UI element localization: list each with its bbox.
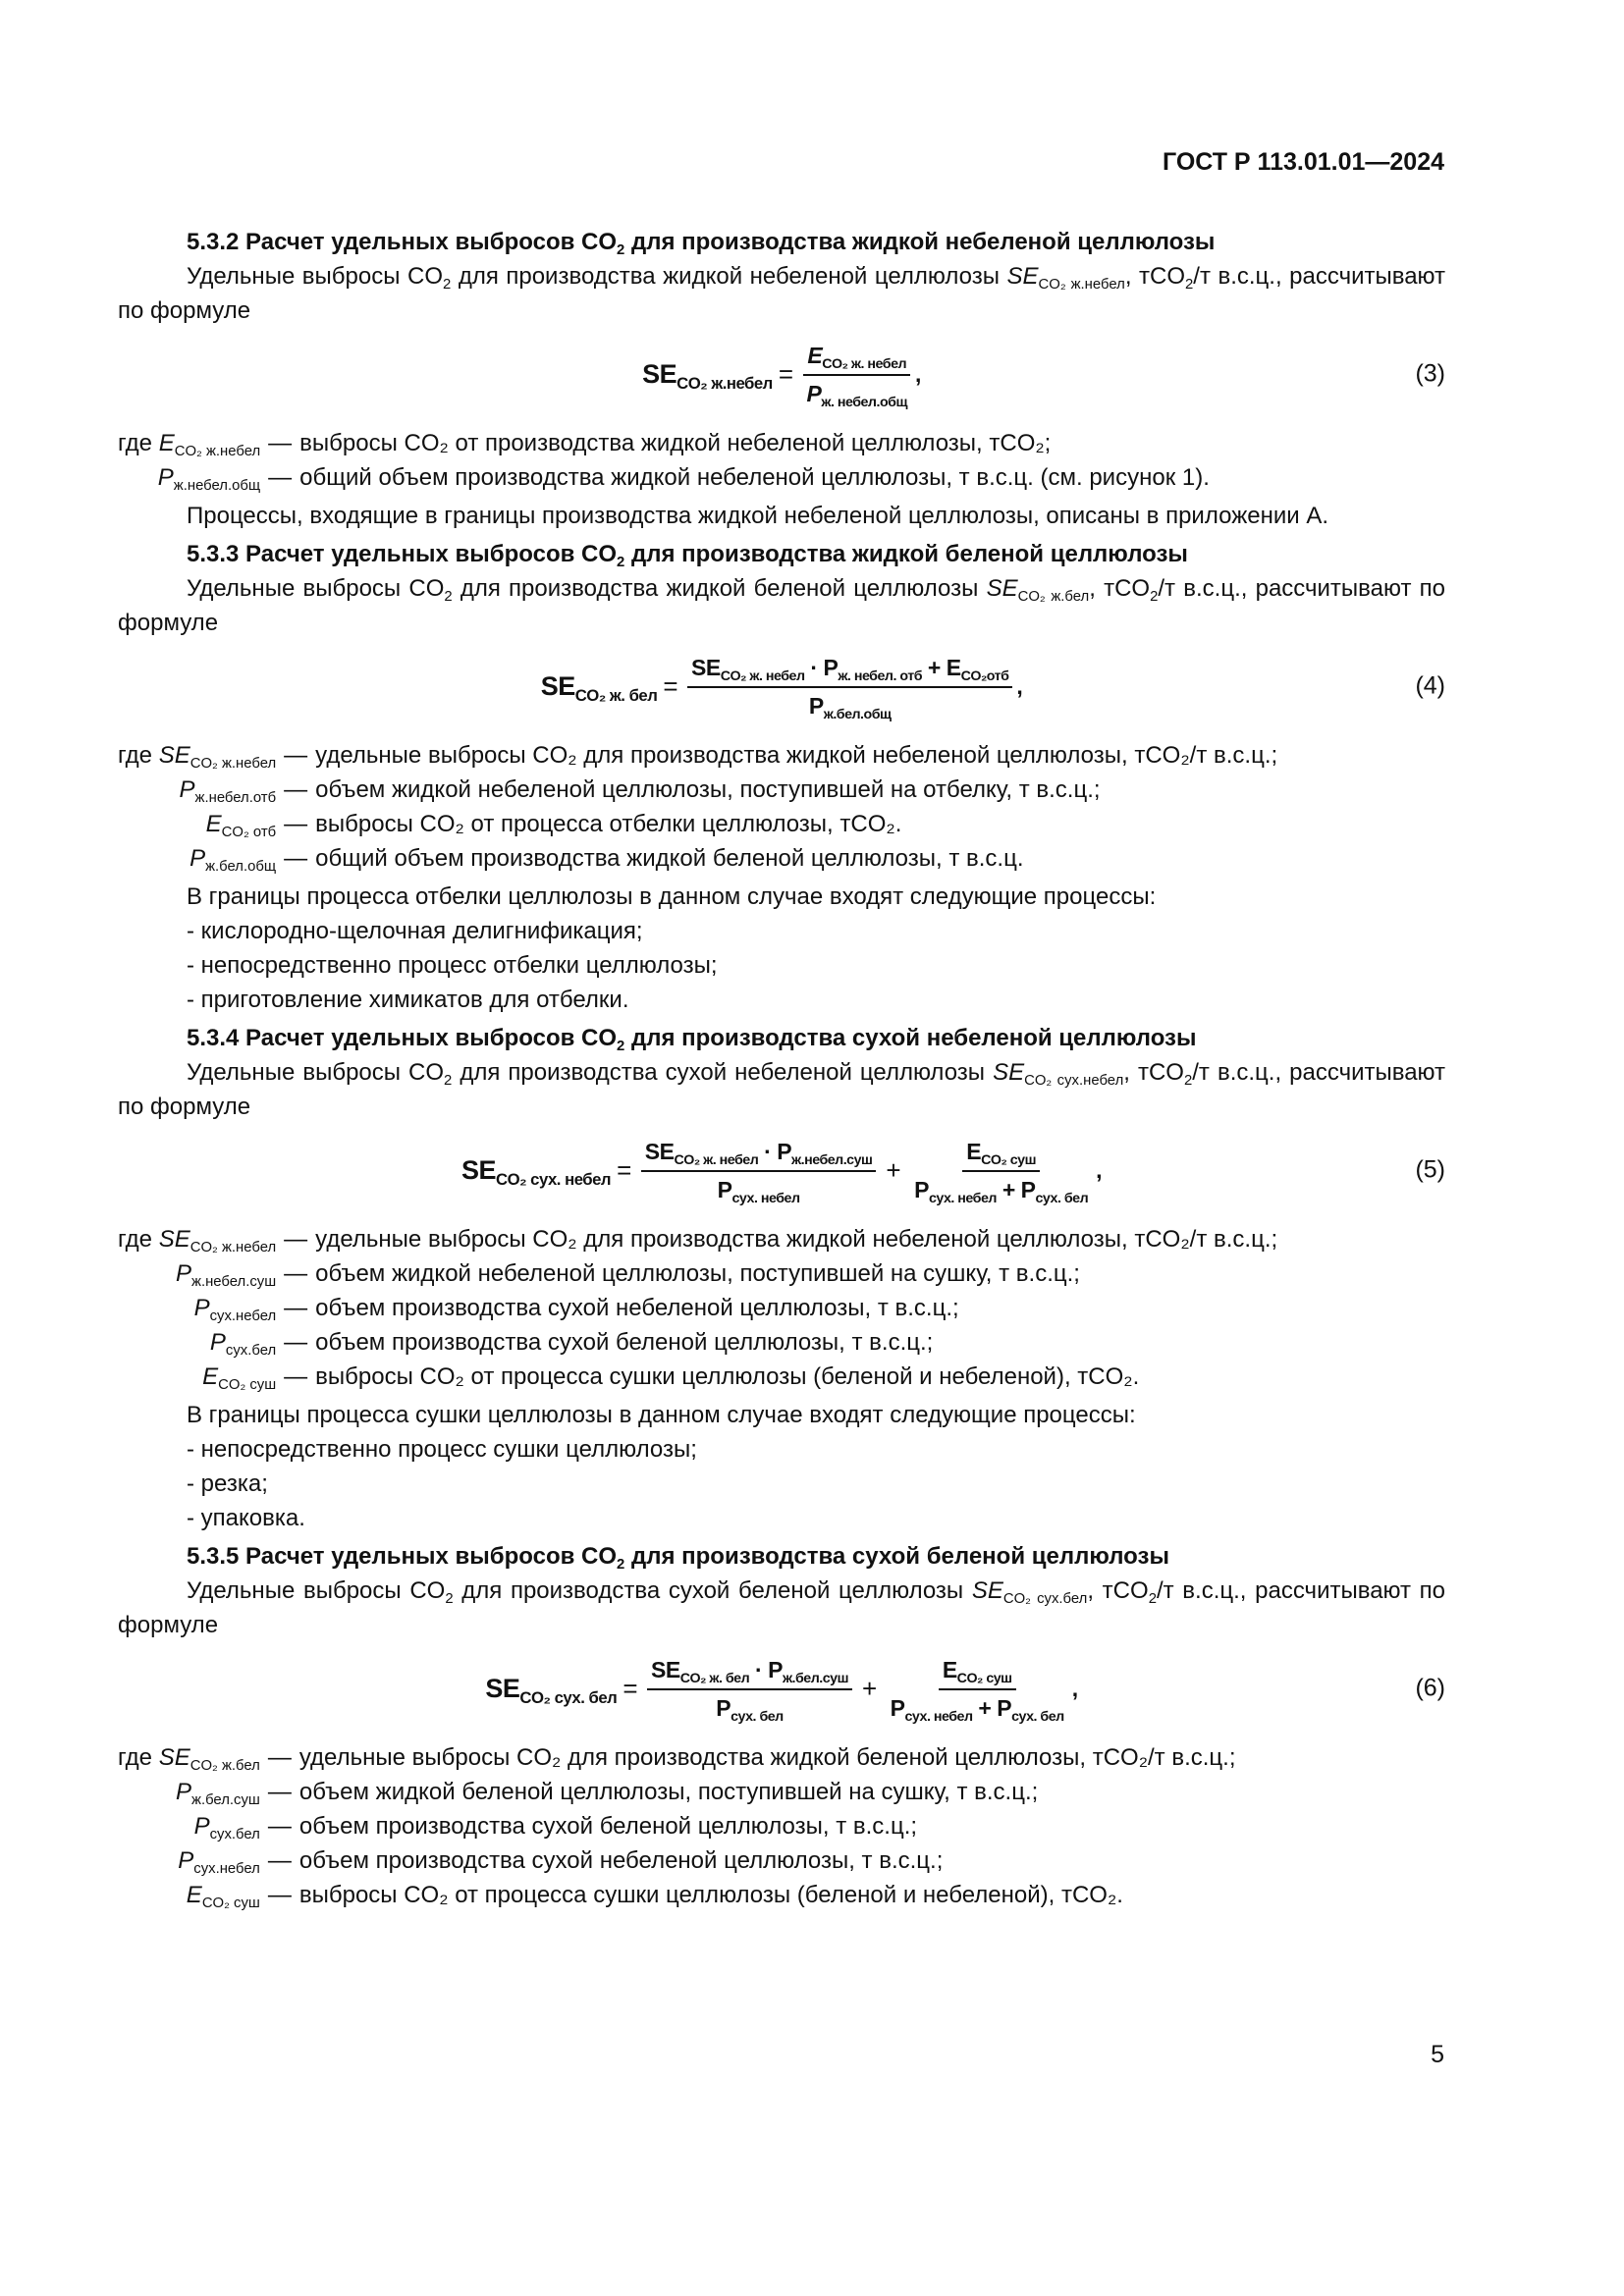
- symbol: P: [179, 776, 195, 803]
- definition-text: объем производства сухой небеленой целлюлозы, т в.с.ц.;: [298, 1847, 944, 1874]
- subscript: CO₂ ж.небел: [189, 1240, 277, 1256]
- subscript: 2: [1183, 1073, 1193, 1090]
- numerator: [803, 340, 910, 376]
- title-text: для производства жидкой небеленой целлюлозы: [624, 229, 1216, 255]
- subscript: 2: [443, 277, 452, 294]
- symbol: SE: [460, 1154, 496, 1185]
- section-title-5-3-4: [118, 1021, 1445, 1055]
- symbol: E: [158, 430, 175, 456]
- dash: —: [284, 811, 308, 837]
- definition-text: удельные выбросы CO₂ для производства жидкой небеленой целлюлозы, тCO₂/т в.с.ц.;: [315, 742, 1278, 769]
- dash: —: [267, 1779, 292, 1805]
- equation-number: (3): [1415, 359, 1445, 388]
- subscript: сух. небел: [731, 1190, 800, 1206]
- subscript: 2: [445, 1591, 454, 1608]
- text: , тCO: [1123, 1059, 1184, 1086]
- symbol: · P: [749, 1657, 783, 1682]
- text: Удельные выбросы CO: [187, 1059, 445, 1086]
- numerator: [687, 652, 1012, 688]
- symbol: P: [806, 381, 822, 406]
- definition-text: объем производства сухой беленой целлюлозы, т в.с.ц.;: [315, 1329, 934, 1356]
- denominator: [910, 1172, 1092, 1204]
- list-item: - приготовление химикатов для отбелки.: [187, 987, 629, 1013]
- trailing-comma: ,: [1071, 1675, 1078, 1701]
- subscript: 2: [444, 1073, 453, 1090]
- subscript: CO₂ ж.бел: [1017, 589, 1090, 606]
- trailing-comma: ,: [1096, 1156, 1103, 1183]
- dash: —: [284, 1226, 308, 1253]
- definition-symbol: [118, 1222, 284, 1256]
- definition-symbol: [118, 1878, 268, 1912]
- paragraph: [118, 571, 1445, 640]
- subscript: CO₂ сух. бел: [519, 1687, 618, 1707]
- symbol: P: [175, 1260, 191, 1287]
- definition-row: [118, 1809, 1236, 1843]
- subscript: CO₂ сух.небел: [1024, 1073, 1124, 1090]
- fraction: [647, 1654, 852, 1723]
- paragraph: [118, 1574, 1445, 1642]
- subscript: CO₂ суш: [201, 1896, 260, 1912]
- definition-row: [118, 1325, 1277, 1360]
- paragraph: [118, 1055, 1445, 1124]
- symbol: P: [209, 1329, 226, 1356]
- text: , тCO: [1089, 575, 1151, 602]
- symbol: SE: [993, 1059, 1025, 1086]
- text: /т в.с.ц., рассчитывают по формуле: [118, 1059, 1446, 1120]
- definition-symbol: [118, 1740, 268, 1775]
- symbol: + E: [922, 655, 961, 680]
- equation-number: (6): [1415, 1674, 1445, 1702]
- numerator: [641, 1136, 877, 1172]
- symbol: + P: [996, 1177, 1036, 1202]
- definition-row: [118, 1740, 1236, 1775]
- denominator: [803, 376, 911, 408]
- subscript: CO₂ ж.небел: [1038, 277, 1125, 294]
- subscript: 2: [617, 1557, 625, 1574]
- subscript: 2: [617, 242, 625, 259]
- trailing-comma: ,: [914, 360, 921, 387]
- title-text: для производства сухой беленой целлюлозы: [624, 1543, 1169, 1570]
- text: /т в.с.ц., рассчитывают по формуле: [118, 575, 1446, 636]
- definition-symbol: [118, 1809, 268, 1843]
- denominator: [805, 688, 895, 721]
- definition-symbol: [118, 1775, 268, 1809]
- list-item: - кислородно-щелочная делигнификация;: [187, 918, 643, 944]
- symbol: SE: [971, 1577, 1003, 1604]
- title-text: 5.3.2 Расчет удельных выбросов CO: [187, 229, 618, 255]
- symbol: E: [202, 1363, 219, 1390]
- symbol: P: [175, 1779, 191, 1805]
- symbol: E: [205, 811, 222, 837]
- subscript: CO₂ суш: [981, 1151, 1036, 1168]
- definition-row: [118, 1291, 1277, 1325]
- subscript: 2: [1185, 277, 1194, 294]
- symbol: SE: [691, 655, 721, 680]
- paragraph: В границы процесса сушки целлюлозы в данном случае входят следующие процессы:: [187, 1402, 1136, 1428]
- definition-text: общий объем производства жидкой небеленой целлюлозы, т в.с.ц. (см. рисунок 1).: [299, 464, 1210, 491]
- subscript: CO₂отб: [960, 667, 1009, 684]
- subscript: сух.небел: [193, 1861, 260, 1878]
- equals-sign: =: [663, 670, 678, 701]
- dash: —: [284, 776, 308, 803]
- equals-sign: =: [617, 1154, 631, 1185]
- dash: —: [268, 430, 293, 456]
- title-text: 5.3.4 Расчет удельных выбросов CO: [187, 1025, 618, 1051]
- denominator: [887, 1690, 1068, 1723]
- equation-number: (4): [1415, 671, 1445, 700]
- symbol: P: [189, 845, 206, 872]
- definition-text: выбросы CO₂ от процесса сушки целлюлозы (беленой и небеленой), тCO₂.: [298, 1882, 1123, 1908]
- subscript: CO₂ ж.небел: [189, 756, 277, 773]
- subscript: CO₂ суш: [218, 1377, 277, 1394]
- symbol: E: [186, 1882, 202, 1908]
- subscript: CO₂ ж.небел: [174, 444, 261, 460]
- text: /т в.с.ц., рассчитывают по формуле: [118, 1577, 1446, 1638]
- denominator: [714, 1172, 804, 1204]
- subscript: ж. небел. отб: [838, 667, 923, 684]
- formula-3: [118, 340, 1445, 408]
- subscript: 2: [617, 1039, 625, 1055]
- symbol: P: [717, 1177, 732, 1202]
- formula-4: [118, 652, 1445, 721]
- symbol: SE: [540, 670, 575, 701]
- page-number: 5: [1431, 2041, 1444, 2068]
- fraction: [687, 652, 1012, 721]
- definition-symbol: [118, 1360, 284, 1394]
- text: где: [118, 1226, 159, 1253]
- definition-symbol: [118, 1291, 284, 1325]
- text: где: [118, 1744, 159, 1771]
- subscript: ж.небел.суш: [191, 1274, 277, 1291]
- definition-text: объем жидкой небеленой целлюлозы, поступившей на сушку, т в.с.ц.;: [315, 1260, 1080, 1287]
- definition-row: [118, 1878, 1236, 1912]
- plus-sign: +: [886, 1154, 901, 1185]
- symbol: SE: [1006, 263, 1039, 290]
- definition-row: [118, 841, 1277, 876]
- symbol: P: [193, 1813, 210, 1840]
- definition-row: [118, 1222, 1277, 1256]
- subscript: CO₂ сух.бел: [1002, 1591, 1088, 1608]
- definitions-5: [118, 1222, 1277, 1394]
- dash: —: [284, 845, 308, 872]
- subscript: ж.небел.отб: [194, 790, 277, 807]
- plus-sign: +: [861, 1673, 877, 1703]
- definition-symbol: [118, 1256, 284, 1291]
- definition-text: объем жидкой небеленой целлюлозы, поступившей на отбелку, т в.с.ц.;: [315, 776, 1101, 803]
- symbol: P: [178, 1847, 194, 1874]
- subscript: сух.бел: [225, 1343, 277, 1360]
- formula-lhs: [541, 669, 658, 704]
- equals-sign: =: [778, 358, 793, 389]
- symbol: P: [193, 1295, 210, 1321]
- subscript: ж.бел.суш: [782, 1670, 848, 1686]
- text: где: [118, 430, 159, 456]
- subscript: сух.небел: [209, 1308, 277, 1325]
- text: где: [118, 742, 159, 769]
- subscript: сух. небел: [928, 1190, 997, 1206]
- numerator: [939, 1654, 1016, 1690]
- definition-symbol: [118, 807, 284, 841]
- definitions-4: [118, 738, 1277, 876]
- subscript: сух. небел: [904, 1708, 973, 1725]
- formula-lhs: [485, 1672, 617, 1706]
- formula-6: [118, 1654, 1445, 1723]
- symbol: SE: [485, 1673, 520, 1703]
- definition-text: выбросы CO₂ от процесса отбелки целлюлозы, тCO₂.: [315, 811, 902, 837]
- equals-sign: =: [623, 1673, 637, 1703]
- fraction: [641, 1136, 877, 1204]
- subscript: CO₂ ж.небел: [677, 373, 773, 393]
- definition-text: выбросы CO₂ от производства жидкой небеленой целлюлозы, тCO₂;: [299, 430, 1052, 456]
- dash: —: [267, 1847, 292, 1874]
- subscript: ж. небел.общ: [821, 394, 907, 410]
- dash: —: [284, 1363, 308, 1390]
- definition-row: [118, 1256, 1277, 1291]
- title-text: 5.3.3 Расчет удельных выбросов CO: [187, 541, 618, 567]
- symbol: E: [807, 343, 823, 368]
- subscript: ж.бел.общ: [823, 706, 892, 722]
- definition-text: выбросы CO₂ от процесса сушки целлюлозы (беленой и небеленой), тCO₂.: [315, 1363, 1140, 1390]
- list-item: - упаковка.: [187, 1505, 305, 1531]
- symbol: P: [914, 1177, 929, 1202]
- title-text: для производства сухой небеленой целлюлозы: [624, 1025, 1197, 1051]
- section-title-5-3-2: [118, 225, 1445, 259]
- paragraph: [118, 259, 1445, 328]
- symbol: SE: [158, 1744, 190, 1771]
- formula-5: [118, 1136, 1445, 1204]
- dash: —: [267, 1813, 292, 1840]
- definition-symbol: [118, 460, 268, 495]
- fraction: [887, 1654, 1068, 1723]
- subscript: CO₂ ж. небел: [822, 355, 907, 372]
- symbol: P: [716, 1695, 731, 1721]
- definitions-6: [118, 1740, 1236, 1912]
- subscript: CO₂ ж. бел: [679, 1670, 750, 1686]
- text: Удельные выбросы CO: [187, 575, 445, 602]
- fraction: [910, 1136, 1092, 1204]
- definition-text: удельные выбросы CO₂ для производства жидкой небеленой целлюлозы, тCO₂/т в.с.ц.;: [315, 1226, 1278, 1253]
- text: для производства сухой небеленой целлюлозы: [452, 1059, 994, 1086]
- symbol: SE: [651, 1657, 680, 1682]
- symbol: SE: [158, 742, 190, 769]
- paragraph: В границы процесса отбелки целлюлозы в данном случае входят следующие процессы:: [187, 883, 1157, 910]
- dash: —: [284, 1260, 308, 1287]
- definition-row: [118, 738, 1277, 773]
- subscript: сух. бел: [1035, 1190, 1089, 1206]
- subscript: 2: [1150, 589, 1159, 606]
- document-code: ГОСТ Р 113.01.01—2024: [1162, 148, 1444, 176]
- definition-symbol: [118, 1325, 284, 1360]
- definition-row: [118, 773, 1277, 807]
- symbol: SE: [642, 358, 677, 389]
- dash: —: [284, 1329, 308, 1356]
- paragraph: Процессы, входящие в границы производства жидкой небеленой целлюлозы, описаны в приложении А.: [187, 503, 1329, 529]
- symbol: SE: [986, 575, 1018, 602]
- symbol: SE: [158, 1226, 190, 1253]
- section-title-5-3-3: [118, 537, 1445, 571]
- subscript: ж.небел.суш: [791, 1151, 873, 1168]
- text: Удельные выбросы CO: [187, 263, 444, 290]
- definition-symbol: [118, 738, 284, 773]
- definition-row: [118, 807, 1277, 841]
- list-item: - непосредственно процесс сушки целлюлозы;: [187, 1436, 697, 1463]
- section-title-5-3-5: [118, 1539, 1445, 1574]
- subscript: 2: [617, 555, 625, 571]
- fraction: [803, 340, 911, 408]
- definition-text: удельные выбросы CO₂ для производства жидкой беленой целлюлозы, тCO₂/т в.с.ц.;: [298, 1744, 1236, 1771]
- definitions-3: [118, 426, 1210, 495]
- subscript: CO₂ ж.бел: [189, 1758, 260, 1775]
- dash: —: [284, 1295, 308, 1321]
- text: для производства сухой беленой целлюлозы: [453, 1577, 972, 1604]
- definition-symbol: [118, 426, 268, 460]
- subscript: CO₂ ж. бел: [574, 685, 658, 705]
- definition-row: [118, 460, 1210, 495]
- text: Удельные выбросы CO: [187, 1577, 446, 1604]
- dash: —: [267, 1882, 292, 1908]
- dash: —: [267, 1744, 292, 1771]
- subscript: сух.бел: [209, 1827, 260, 1843]
- symbol: + P: [972, 1695, 1012, 1721]
- title-text: 5.3.5 Расчет удельных выбросов CO: [187, 1543, 618, 1570]
- formula-lhs: [642, 357, 773, 392]
- title-text: для производства жидкой беленой целлюлозы: [624, 541, 1188, 567]
- symbol: E: [942, 1657, 957, 1682]
- list-item: - резка;: [187, 1470, 268, 1497]
- text: , тCO: [1087, 1577, 1149, 1604]
- subscript: 2: [444, 589, 453, 606]
- definition-text: объем жидкой беленой целлюлозы, поступившей на сушку, т в.с.ц.;: [298, 1779, 1039, 1805]
- definition-text: общий объем производства жидкой беленой целлюлозы, т в.с.ц.: [315, 845, 1024, 872]
- definition-symbol: [118, 1843, 268, 1878]
- subscript: CO₂ суш: [956, 1670, 1012, 1686]
- trailing-comma: ,: [1016, 672, 1023, 699]
- subscript: CO₂ ж. небел: [720, 667, 805, 684]
- symbol: E: [966, 1139, 982, 1164]
- subscript: CO₂ ж. небел: [674, 1151, 759, 1168]
- definition-row: [118, 1775, 1236, 1809]
- text: для производства жидкой небеленой целлюлозы: [451, 263, 1007, 290]
- definition-row: [118, 1360, 1277, 1394]
- page-content: [118, 221, 1445, 1916]
- symbol: P: [890, 1695, 905, 1721]
- symbol: P: [808, 693, 824, 719]
- symbol: · P: [804, 655, 839, 680]
- text: для производства жидкой беленой целлюлозы: [452, 575, 987, 602]
- dash: —: [284, 742, 308, 769]
- text: , тCO: [1124, 263, 1185, 290]
- numerator: [647, 1654, 852, 1690]
- definition-text: объем производства сухой небеленой целлюлозы, т в.с.ц.;: [315, 1295, 959, 1321]
- subscript: 2: [1148, 1591, 1157, 1608]
- symbol: · P: [758, 1139, 792, 1164]
- subscript: ж.небел.общ: [173, 478, 261, 495]
- list-item: - непосредственно процесс отбелки целлюлозы;: [187, 952, 718, 979]
- subscript: ж.бел.суш: [191, 1792, 260, 1809]
- definition-symbol: [118, 841, 284, 876]
- subscript: CO₂ отб: [221, 825, 277, 841]
- definition-row: [118, 426, 1210, 460]
- formula-lhs: [461, 1153, 611, 1188]
- equation-number: (5): [1415, 1155, 1445, 1184]
- symbol: SE: [644, 1139, 675, 1164]
- definition-row: [118, 1843, 1236, 1878]
- definition-text: объем производства сухой беленой целлюлозы, т в.с.ц.;: [298, 1813, 918, 1840]
- definition-symbol: [118, 773, 284, 807]
- text: /т в.с.ц., рассчитывают по формуле: [118, 263, 1446, 324]
- subscript: ж.бел.общ: [205, 859, 277, 876]
- symbol: P: [157, 464, 174, 491]
- denominator: [712, 1690, 787, 1723]
- subscript: сух. бел: [1011, 1708, 1064, 1725]
- subscript: сух. бел: [731, 1708, 784, 1725]
- subscript: CO₂ сух. небел: [495, 1169, 612, 1189]
- numerator: [962, 1136, 1040, 1172]
- dash: —: [268, 464, 293, 491]
